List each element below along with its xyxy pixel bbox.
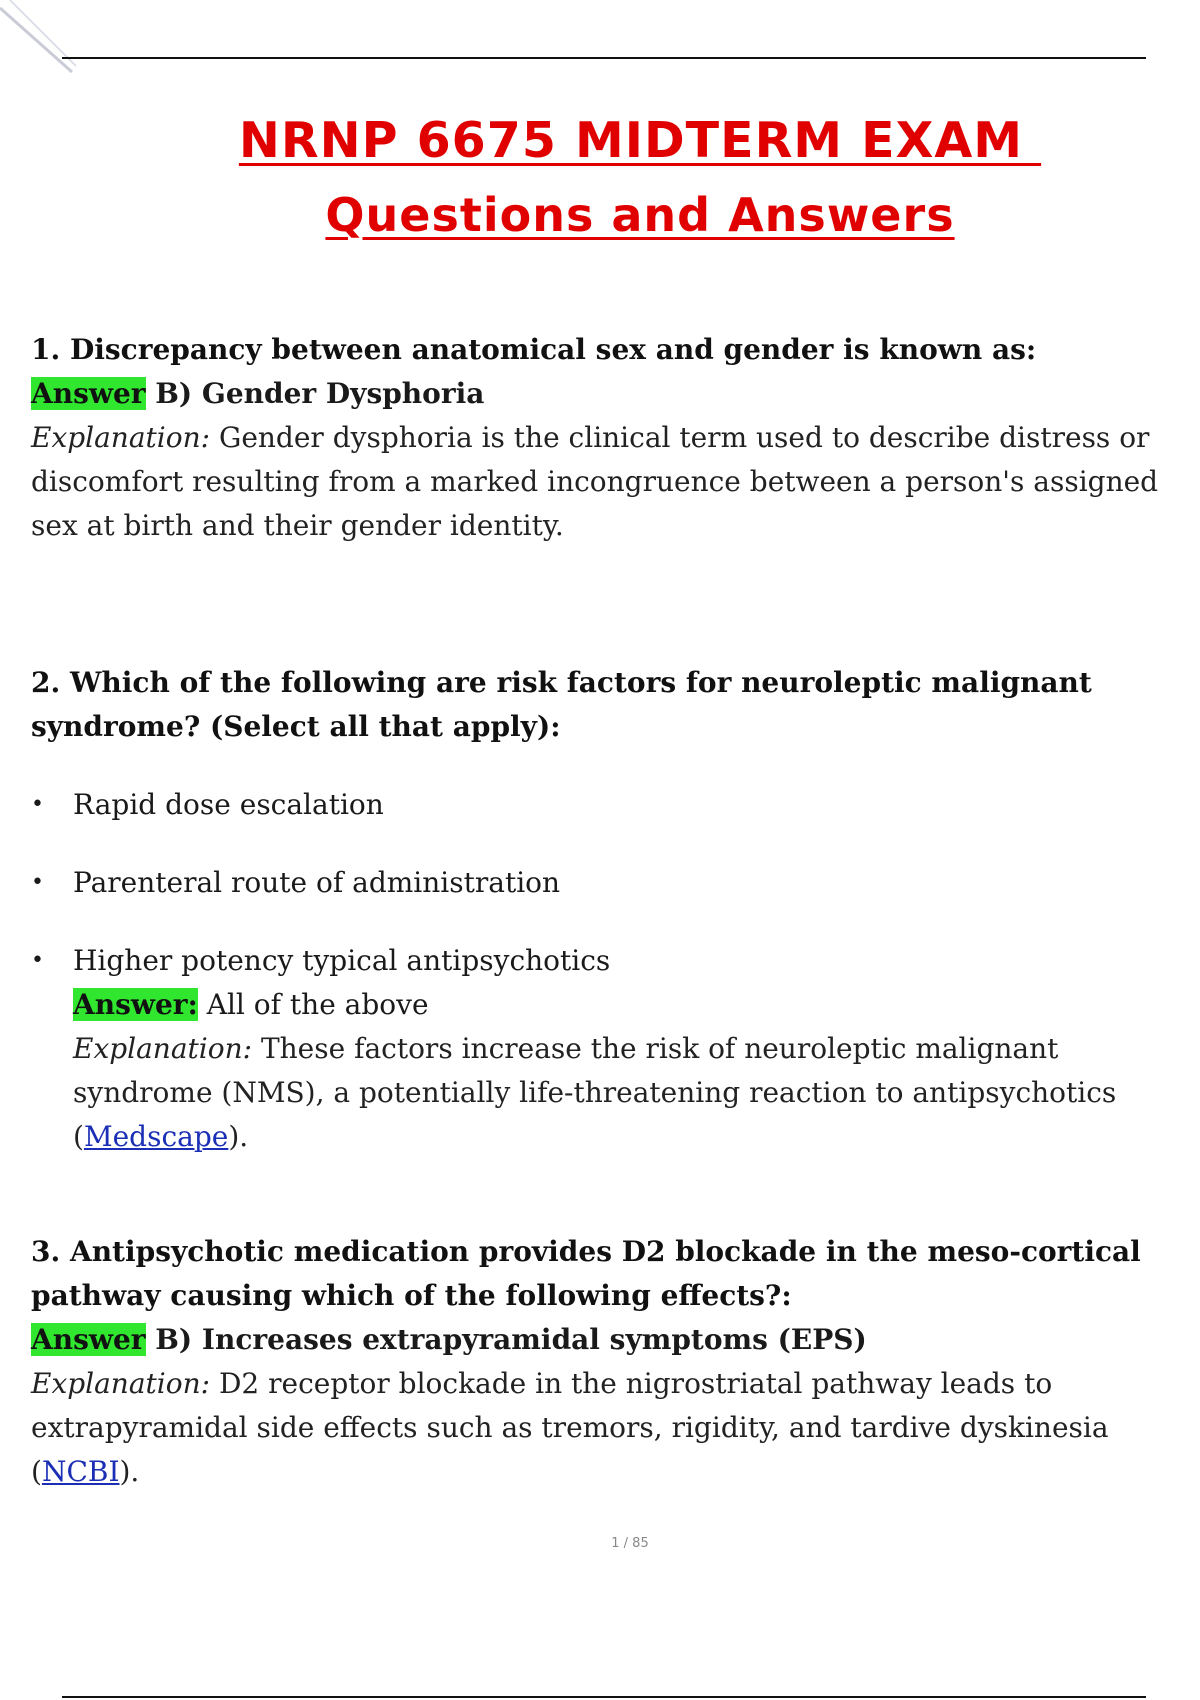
question-3-text: 3. Antipsychotic medication provides D2 blockade in the meso-cortical pathway causing which of the following effects?: — [31, 1235, 1141, 1312]
page-title: NRNP 6675 MIDTERM EXAM — [238, 112, 1042, 169]
explanation-label: Explanation: — [31, 421, 211, 454]
answer-highlight: Answer — [31, 377, 146, 410]
list-item — [31, 861, 1200, 905]
list-item — [31, 783, 1200, 827]
page-number: 1 / 85 — [611, 1536, 649, 1551]
question-2-text: 2. Which of the following are risk factors for neuroleptic malignant syndrome? (Select all that apply): — [31, 666, 1092, 743]
question-1-answer — [31, 372, 1200, 416]
explanation-label: Explanation: — [73, 1032, 253, 1065]
bullet: • — [31, 792, 44, 817]
question-1-text: 1. Discrepancy between anatomical sex and gender is known as: — [31, 333, 1037, 366]
question-1 — [31, 328, 1200, 548]
answer-highlight: Answer: — [73, 988, 198, 1021]
question-3-explanation — [31, 1362, 1200, 1494]
bullet: • — [31, 948, 44, 973]
question-3 — [31, 1230, 1200, 1494]
question-2 — [31, 661, 1200, 1159]
answer-highlight: Answer — [31, 1323, 146, 1356]
ncbi-link[interactable]: NCBI — [41, 1455, 120, 1488]
explanation-text: D2 receptor blockade in the nigrostriatal pathway leads to extrapyramidal side effects such as tremors, rigidity, and tardive dyskinesia ( — [31, 1367, 1109, 1488]
bottom-rule — [62, 1696, 1146, 1698]
list-item — [31, 939, 1200, 1159]
bullet: • — [31, 870, 44, 895]
option-text: Rapid dose escalation — [73, 788, 384, 821]
explanation-end: ). — [119, 1455, 140, 1488]
question-2-options — [31, 783, 1200, 1159]
option-text: Parenteral route of administration — [73, 866, 561, 899]
explanation-text: Gender dysphoria is the clinical term used to describe distress or discomfort resulting from a marked incongruence between a person's assigned sex at birth and their gender identity. — [31, 421, 1159, 542]
top-rule — [62, 57, 1146, 59]
explanation-text: These factors increase the risk of neuroleptic malignant syndrome (NMS), a potentially life-threatening reaction to antipsychotics ( — [73, 1032, 1117, 1153]
answer-text: B) Gender Dysphoria — [145, 377, 485, 410]
question-3-answer — [31, 1318, 1200, 1362]
explanation-label: Explanation: — [31, 1367, 211, 1400]
page-subtitle: Questions and Answers — [325, 188, 955, 242]
page-corner-fold — [0, 0, 90, 90]
question-1-explanation — [31, 416, 1200, 548]
answer-text: B) Increases extrapyramidal symptoms (EPS) — [145, 1323, 867, 1356]
option-text: Higher potency typical antipsychotics — [73, 944, 611, 977]
explanation-end: ). — [228, 1120, 249, 1153]
question-2-explanation — [73, 1027, 1200, 1159]
medscape-link[interactable]: Medscape — [83, 1120, 229, 1153]
answer-text: All of the above — [197, 988, 429, 1021]
question-2-answer — [73, 983, 1200, 1027]
